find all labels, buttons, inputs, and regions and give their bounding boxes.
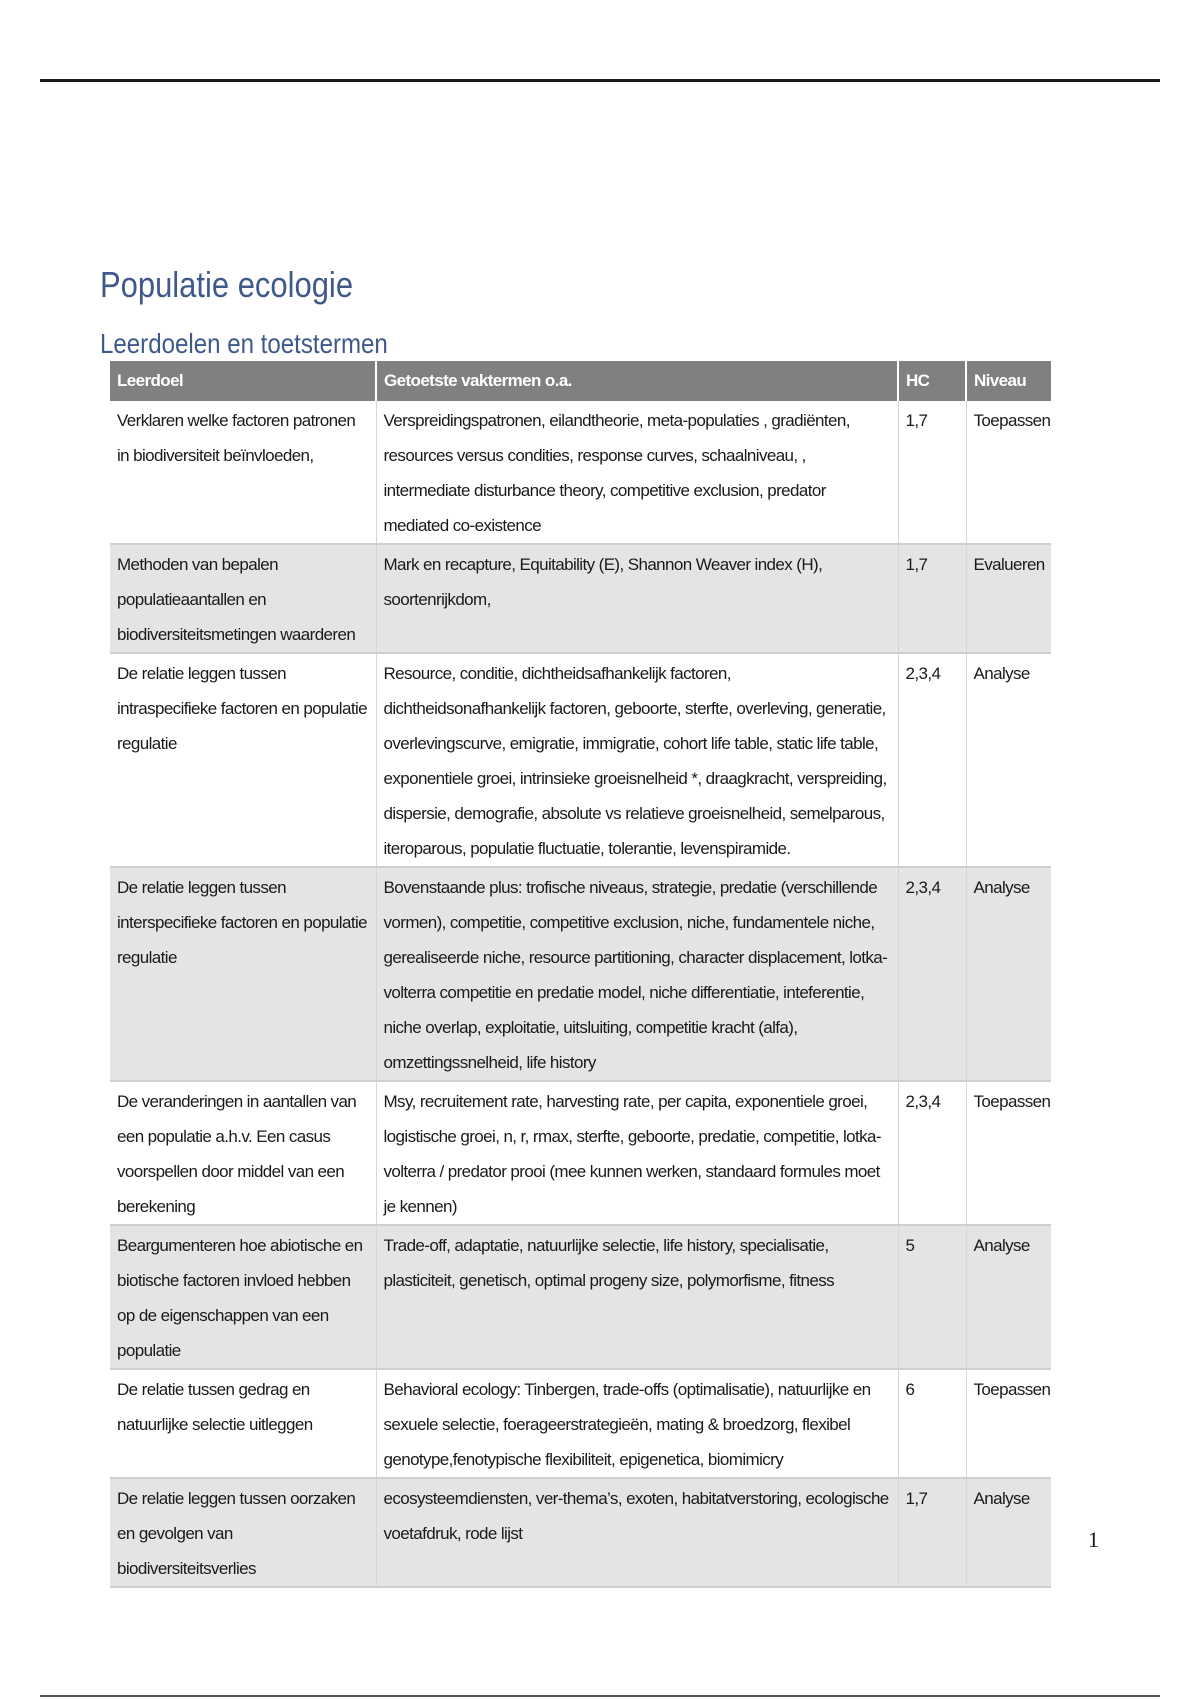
cell-leerdoel: De veranderingen in aantallen van een populatie a.h.v. Een casus voorspellen door middel van een berekening xyxy=(110,1081,376,1225)
cell-niveau: Analyse xyxy=(966,867,1051,1081)
table-row xyxy=(110,653,1051,867)
cell-vaktermen: Behavioral ecology: Tinbergen, trade-offs (optimalisatie), natuurlijke en sexuele selectie, foerageerstrategieën, mating & broedzorg, flexibel genotype,fenotypische flexibiliteit, epigenetica, biomimicry xyxy=(376,1369,898,1478)
cell-niveau: Analyse xyxy=(966,1478,1051,1587)
cell-niveau: Toepassen xyxy=(966,1369,1051,1478)
cell-hc: 1,7 xyxy=(898,544,966,653)
cell-leerdoel: De relatie tussen gedrag en natuurlijke selectie uitleggen xyxy=(110,1369,376,1478)
cell-vaktermen: Trade-off, adaptatie, natuurlijke selectie, life history, specialisatie, plasticiteit, genetisch, optimal progeny size, polymorfisme, fitness xyxy=(376,1225,898,1369)
table-row xyxy=(110,1369,1051,1478)
cell-leerdoel: De relatie leggen tussen intraspecifieke factoren en populatie regulatie xyxy=(110,653,376,867)
column-header-hc: HC xyxy=(898,361,966,401)
cell-niveau: Analyse xyxy=(966,1225,1051,1369)
table-row xyxy=(110,1081,1051,1225)
cell-vaktermen: Msy, recruitement rate, harvesting rate, per capita, exponentiele groei, logistische groei, n, r, rmax, sterfte, geboorte, predatie, competitie, lotka-volterra / predator prooi (mee kunnen werken, standaard formules moet je kennen) xyxy=(376,1081,898,1225)
table-row xyxy=(110,867,1051,1081)
table-row xyxy=(110,1478,1051,1587)
cell-vaktermen: Bovenstaande plus: trofische niveaus, strategie, predatie (verschillende vormen), competitie, competitive exclusion, niche, fundamentele niche, gerealiseerde niche, resource partitioning, character displacement, lotka-volterra competitie en predatie model, niche differentiatie, inteferentie, niche overlap, exploitatie, uitsluiting, competitie kracht (alfa), omzettingssnelheid, life history xyxy=(376,867,898,1081)
cell-leerdoel: De relatie leggen tussen interspecifieke factoren en populatie regulatie xyxy=(110,867,376,1081)
cell-leerdoel: Methoden van bepalen populatieaantallen en biodiversiteitsmetingen waarderen xyxy=(110,544,376,653)
cell-leerdoel: Verklaren welke factoren patronen in biodiversiteit beïnvloeden, xyxy=(110,401,376,544)
learning-goals-table xyxy=(110,361,1051,1588)
table-header-row xyxy=(110,361,1051,401)
page-number: 1 xyxy=(1088,1527,1099,1552)
cell-vaktermen: ecosysteemdiensten, ver-thema’s, exoten, habitatverstoring, ecologische voetafdruk, rode lijst xyxy=(376,1478,898,1587)
cell-hc: 1,7 xyxy=(898,401,966,544)
cell-hc: 2,3,4 xyxy=(898,653,966,867)
cell-niveau: Evalueren xyxy=(966,544,1051,653)
header-rule xyxy=(40,79,1160,82)
cell-hc: 1,7 xyxy=(898,1478,966,1587)
column-header-vaktermen: Getoetste vaktermen o.a. xyxy=(376,361,898,401)
section-subtitle: Leerdoelen en toetstermen xyxy=(100,328,388,360)
cell-niveau: Toepassen xyxy=(966,401,1051,544)
column-header-leerdoel: Leerdoel xyxy=(110,361,376,401)
cell-vaktermen: Verspreidingspatronen, eilandtheorie, meta-populaties , gradiënten, resources versus condities, response curves, schaalniveau, , intermediate disturbance theory, competitive exclusion, predator mediated co-existence xyxy=(376,401,898,544)
page-title: Populatie ecologie xyxy=(100,264,354,306)
table-row xyxy=(110,1225,1051,1369)
cell-hc: 2,3,4 xyxy=(898,1081,966,1225)
cell-hc: 2,3,4 xyxy=(898,867,966,1081)
cell-leerdoel: De relatie leggen tussen oorzaken en gevolgen van biodiversiteitsverlies xyxy=(110,1478,376,1587)
footer-rule xyxy=(40,1695,1160,1697)
cell-hc: 6 xyxy=(898,1369,966,1478)
table-row xyxy=(110,544,1051,653)
cell-niveau: Analyse xyxy=(966,653,1051,867)
cell-vaktermen: Resource, conditie, dichtheidsafhankelijk factoren, dichtheidsonafhankelijk factoren, geboorte, sterfte, overleving, generatie, overlevingscurve, emigratie, immigratie, cohort life table, static life table, exponentiele groei, intrinsieke groeisnelheid *, draagkracht, verspreiding, dispersie, demografie, absolute vs relatieve groeisnelheid, semelparous, iteroparous, populatie fluctuatie, tolerantie, levenspiramide. xyxy=(376,653,898,867)
column-header-niveau: Niveau xyxy=(966,361,1051,401)
table-row xyxy=(110,401,1051,544)
cell-leerdoel: Beargumenteren hoe abiotische en biotische factoren invloed hebben op de eigenschappen van een populatie xyxy=(110,1225,376,1369)
cell-vaktermen: Mark en recapture, Equitability (E), Shannon Weaver index (H), soortenrijkdom, xyxy=(376,544,898,653)
cell-niveau: Toepassen xyxy=(966,1081,1051,1225)
cell-hc: 5 xyxy=(898,1225,966,1369)
